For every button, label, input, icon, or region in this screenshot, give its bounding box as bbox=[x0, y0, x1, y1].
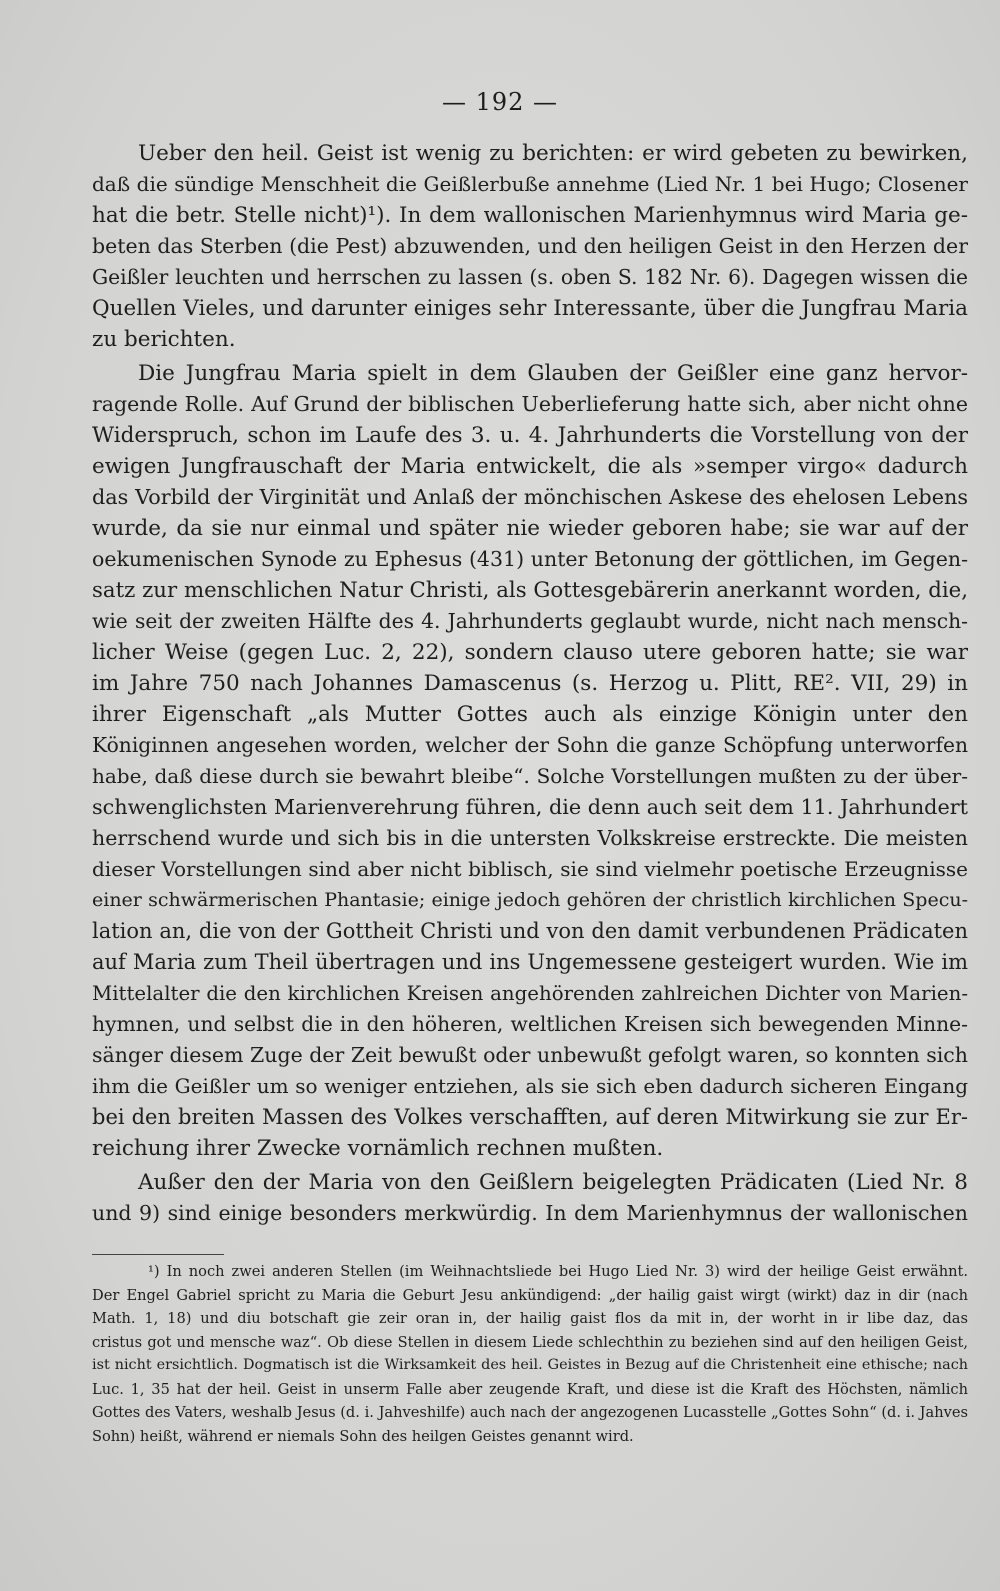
text-line: zu berichten. bbox=[92, 327, 236, 352]
text-line: Königinnen angesehen worden, welcher der Sohn die ganze Schöpfung unterworfen bbox=[92, 733, 968, 757]
main-text bbox=[92, 138, 968, 1229]
text-line: hat die betr. Stelle nicht)¹). In dem wallonischen Marienhymnus wird Maria ge- bbox=[92, 203, 968, 228]
footnote-line: Luc. 1, 35 hat der heil. Geist in unserm Falle aber zeugende Kraft, und diese ist die Kraft des Höchsten, nämlich bbox=[92, 1380, 968, 1398]
footnote-line: ¹) In noch zwei anderen Stellen (im Weihnachtsliede bei Hugo Lied Nr. 3) wird der heilige Geist erwähnt. bbox=[148, 1263, 968, 1280]
text-line: herrschend wurde und sich bis in die untersten Volkskreise erstreckte. Die meisten bbox=[92, 826, 968, 850]
text-line: wie seit der zweiten Hälfte des 4. Jahrhunderts geglaubt wurde, nicht nach mensch- bbox=[92, 609, 968, 633]
text-line: satz zur menschlichen Natur Christi, als Gottesgebärerin anerkannt worden, die, bbox=[92, 578, 968, 603]
footnote-line: cristus got und mensche waz“. Ob diese Stellen in diesem Liede schlechthin zu beziehen sind auf den heiligen Geist, bbox=[92, 1333, 968, 1351]
text-line: Ueber den heil. Geist ist wenig zu berichten: er wird gebeten zu bewirken, bbox=[138, 141, 968, 166]
text-line: Geißler leuchten und herrschen zu lassen (s. oben S. 182 Nr. 6). Dagegen wissen die bbox=[92, 265, 968, 289]
text-line: Die Jungfrau Maria spielt in dem Glauben der Geißler eine ganz hervor- bbox=[138, 361, 968, 386]
text-line: einer schwärmerischen Phantasie; einige jedoch gehören der christlich kirchlichen Specu- bbox=[92, 889, 968, 911]
text-line: sänger diesem Zuge der Zeit bewußt oder unbewußt gefolgt waren, so konnten sich bbox=[92, 1043, 968, 1067]
page-number: — 192 — bbox=[441, 88, 559, 116]
text-line: licher Weise (gegen Luc. 2, 22), sondern clauso utere geboren hatte; sie war bbox=[92, 640, 968, 665]
footnote-line: ist nicht ersichtlich. Dogmatisch ist die Wirksamkeit des heil. Geistes in Bezug auf die Christenheit eine ethische; nach bbox=[92, 1357, 968, 1373]
text-line: bei den breiten Massen des Volkes verschafften, auf deren Mitwirkung sie zur Er- bbox=[92, 1105, 968, 1129]
text-line: dieser Vorstellungen sind aber nicht biblisch, sie sind vielmehr poetische Erzeugnisse bbox=[92, 857, 968, 881]
text-line: das Vorbild der Virginität und Anlaß der mönchischen Askese des ehelosen Lebens bbox=[92, 485, 968, 509]
text-line: schwenglichsten Marienverehrung führen, die denn auch seit dem 11. Jahrhundert bbox=[92, 795, 968, 819]
text-line: lation an, die von der Gottheit Christi und von den damit verbundenen Prädicaten bbox=[92, 919, 968, 943]
text-line: ihm die Geißler um so weniger entziehen, als sie sich eben dadurch sicheren Eingang bbox=[92, 1074, 968, 1098]
text-line: Mittelalter die den kirchlichen Kreisen angehörenden zahlreichen Dichter von Marien- bbox=[92, 982, 968, 1005]
footnote-line: Math. 1, 18) und diu botschaft gie zeir oran in, der hailig gaist flos da mit in, der worht in ir libe daz, das bbox=[92, 1310, 968, 1327]
text-line: reichung ihrer Zwecke vornämlich rechnen mußten. bbox=[92, 1136, 664, 1161]
text-line: auf Maria zum Theil übertragen und ins Ungemessene gesteigert wurden. Wie im bbox=[92, 950, 968, 974]
text-line: Widerspruch, schon im Laufe des 3. u. 4. Jahrhunderts die Vorstellung von der bbox=[92, 423, 968, 448]
footnote-line: Der Engel Gabriel spricht zu Maria die Geburt Jesu ankündigend: „der hailig gaist wirgt (wirkt) daz in dir (nach bbox=[92, 1286, 968, 1304]
text-line: im Jahre 750 nach Johannes Damascenus (s. Herzog u. Plitt, RE². VII, 29) in bbox=[92, 671, 968, 696]
text-line: ragende Rolle. Auf Grund der biblischen Ueberlieferung hatte sich, aber nicht ohne bbox=[92, 392, 968, 416]
text-line: ihrer Eigenschaft „als Mutter Gottes auch als einzige Königin unter den bbox=[92, 702, 968, 727]
footnote bbox=[92, 1260, 968, 1448]
footnote-divider bbox=[92, 1254, 224, 1255]
text-line: ewigen Jungfrauschaft der Maria entwickelt, die als »semper virgo« dadurch bbox=[92, 454, 968, 479]
text-line: wurde, da sie nur einmal und später nie wieder geboren habe; sie war auf der bbox=[92, 516, 968, 541]
text-line: daß die sündige Menschheit die Geißlerbuße annehme (Lied Nr. 1 bei Hugo; Closener bbox=[92, 172, 968, 196]
footnote-line: Gottes des Vaters, weshalb Jesus (d. i. Jahveshilfe) auch nach der angezogenen Lucasstelle „Gottes Sohn“ (d. i. Jahves bbox=[92, 1404, 968, 1421]
footnote-line: Sohn) heißt, während er niemals Sohn des heilgen Geistes genannt wird. bbox=[92, 1427, 634, 1445]
text-line: habe, daß diese durch sie bewahrt bleibe“. Solche Vorstellungen mußten zu der über- bbox=[92, 764, 968, 788]
text-line: und 9) sind einige besonders merkwürdig. In dem Marienhymnus der wallonischen bbox=[92, 1201, 968, 1225]
text-line: beten das Sterben (die Pest) abzuwenden, und den heiligen Geist in den Herzen der bbox=[92, 234, 968, 258]
text-line: Quellen Vieles, und darunter einiges sehr Interessante, über die Jungfrau Maria bbox=[92, 296, 968, 321]
text-line: oekumenischen Synode zu Ephesus (431) unter Betonung der göttlichen, im Gegen- bbox=[92, 547, 968, 571]
text-line: hymnen, und selbst die in den höheren, weltlichen Kreisen sich bewegenden Minne- bbox=[92, 1012, 968, 1036]
text-line: Außer den der Maria von den Geißlern beigelegten Prädicaten (Lied Nr. 8 bbox=[138, 1170, 968, 1195]
